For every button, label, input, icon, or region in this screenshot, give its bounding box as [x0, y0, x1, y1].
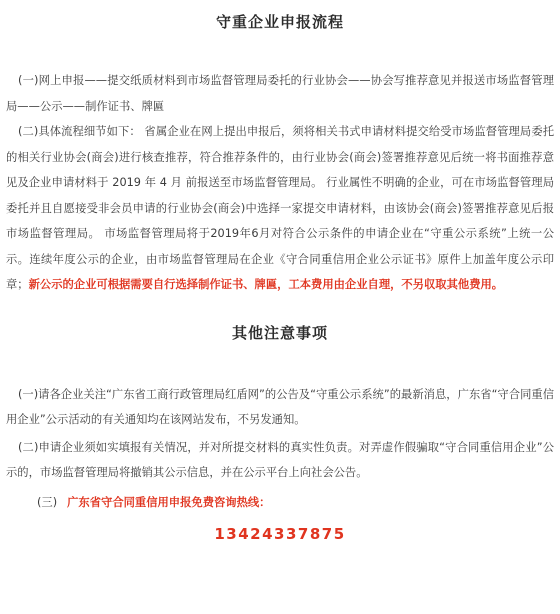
new-publicity-notice: 新公示的企业可根据需要自行选择制作证书、牌匾，工本费用由企业自理，不另収取其他费用。 [28, 278, 504, 291]
section-1-title: 守重企业申报流程 [212, 13, 348, 31]
follow-announcements-paragraph: (一)请各企业关注“广东省工商行政管理局红盾网”的公告及“守重公示系统”的最新消息，广东省“守合同重信用企业”公示活动的有关通知均在该网站发布，不另发通知。 [6, 387, 554, 426]
hotline-prefix: (三) [37, 495, 58, 509]
online-submission-paragraph: (一)网上申报——提交纸质材料到市场监督管理局委托的行业协会——协会写推荐意见并报送市场监督管理局——公示——制作证书、牌匾 [6, 74, 554, 113]
hotline-label: 广东省守合同重信用申报免费咨询热线： [67, 495, 271, 509]
process-details-text: (二)具体流程细节如下： 省属企业在网上提出申报后，须将相关书式申请材料提交给受市场监督管理局委托的相关行业协会(商会)进行核查推荐，符合推荐条件的，由行业协会(商会)签署推荐意见后统一将书面推荐意见及企业申请材料于 2019 年 4 月 前报送至市场监督管理局。 行业属性不明确的企业，可在市场监督管理局委托并且自愿接受非会员申请的行业协会(商会)中选择一家提交申请材料，由该协会(商会)签署推荐意见后报市场监督管理局。 市场监督管理局将于2019年6月对符合公示条件的申请企业在“守重公示系统”上统一公示。连续年度公示的企业，由市场监督管理局在企业《守合同重信用企业公示证书》原件上加盖年度公示印章； [6, 125, 554, 291]
section-2-title: 其他注意事项 [228, 324, 332, 342]
truthful-reporting-paragraph: (二)申请企业须如实填报有关情况，并对所提交材料的真实性负责。对弄虚作假骗取“守合同重信用企业”公示的，市场监督管理局将撤销其公示信息，并在公示平台上向社会公告。 [6, 440, 554, 479]
hotline-phone-number[interactable]: 13424337875 [214, 524, 346, 543]
process-details-paragraph [6, 119, 554, 298]
section-2-heading-wrap [6, 324, 554, 342]
hotline-line [6, 490, 554, 515]
section-1-heading-wrap [6, 13, 554, 31]
